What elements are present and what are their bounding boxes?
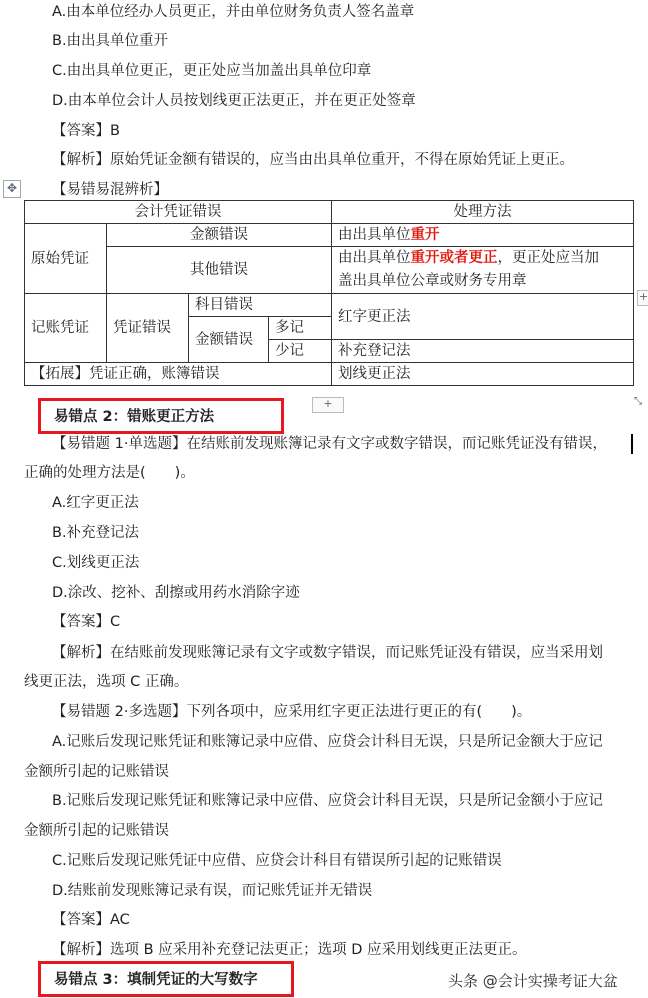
text-caret <box>631 434 633 454</box>
other-post: ，更正处应当加 <box>497 250 599 266</box>
cell-line-method: 划线更正法 <box>332 363 634 386</box>
other-text: 由出具单位 <box>338 250 411 266</box>
cell-subject-error: 科目错误 <box>189 294 332 317</box>
add-column-icon[interactable]: + <box>637 290 648 306</box>
cell-other-error: 其他错误 <box>107 247 332 294</box>
cell-less: 少记 <box>269 340 332 363</box>
q1-analysis-1: 【解析】在结账前发现账簿记录有文字或数字错误，而记账凭证没有错误，应当采用划 <box>52 645 603 661</box>
point2-heading: 易错点 2：错账更正方法 <box>54 409 215 425</box>
table-header-error: 会计凭证错误 <box>25 201 332 224</box>
watermark: 头条 @会计实操考证大盆 <box>448 972 618 990</box>
q1-option-c: C.划线更正法 <box>52 555 140 571</box>
q2-option-d: D.结账前发现账簿记录有误，而记账凭证并无错误 <box>52 883 373 899</box>
cell-extension: 【拓展】凭证正确，账簿错误 <box>25 363 332 386</box>
reissue-text: 由出具单位 <box>338 227 411 243</box>
analysis: 【解析】原始凭证金额有错误的，应当由出具单位重开，不得在原始凭证上更正。 <box>52 152 574 168</box>
q2-option-b-1: B.记账后发现记账凭证和账簿记录中应借、应贷会计科目无误，只是所记金额小于应记 <box>52 793 604 809</box>
table-move-handle-icon[interactable]: ✥ <box>3 180 21 198</box>
confuse-title: 【易错易混辨析】 <box>52 182 168 198</box>
q1-option-a: A.红字更正法 <box>52 495 139 511</box>
cell-more: 多记 <box>269 317 332 340</box>
q2-option-a-2: 金额所引起的记账错误 <box>24 764 169 780</box>
cell-original: 原始凭证 <box>25 224 107 294</box>
q2-analysis: 【解析】选项 B 应采用补充登记法更正；选项 D 应采用划线更正法更正。 <box>52 942 527 958</box>
q1-line1: 【易错题 1·单选题】在结账前发现账簿记录有文字或数字错误，而记账凭证没有错误， <box>52 436 607 452</box>
cell-amount-error-2: 金额错误 <box>189 317 269 363</box>
cell-supp-method: 补充登记法 <box>332 340 634 363</box>
q1-analysis-2: 线更正法，选项 C 正确。 <box>24 674 189 690</box>
other-red: 重开或者更正 <box>410 250 498 266</box>
table-header-method: 处理方法 <box>332 201 634 224</box>
q2-option-c: C.记账后发现记账凭证中应借、应贷会计科目有错误所引起的记账错误 <box>52 853 502 869</box>
q1-line2: 正确的处理方法是( )。 <box>24 465 195 481</box>
reissue-red: 重开 <box>410 227 440 243</box>
option-d: D.由本单位会计人员按划线更正法更正，并在更正处签章 <box>52 93 416 109</box>
cell-red-method: 红字更正法 <box>332 294 634 340</box>
q2-option-b-2: 金额所引起的记账错误 <box>24 823 169 839</box>
q2-answer: 【答案】AC <box>52 912 130 928</box>
cell-amount-error: 金额错误 <box>107 224 332 247</box>
q1-option-b: B.补充登记法 <box>52 525 140 541</box>
cell-record: 记账凭证 <box>25 294 107 363</box>
cell-other-method <box>332 247 634 294</box>
option-a: A.由本单位经办人员更正，并由单位财务负责人签名盖章 <box>52 4 415 20</box>
cell-reissue <box>332 224 634 247</box>
option-c: C.由出具单位更正，更正处应当加盖出具单位印章 <box>52 63 372 79</box>
option-b: B.由出具单位重开 <box>52 33 169 49</box>
q2-option-a-1: A.记账后发现记账凭证和账簿记录中应借、应贷会计科目无误，只是所记金额大于应记 <box>52 734 603 750</box>
other-line2: 盖出具单位公章或财务专用章 <box>338 273 527 289</box>
error-table <box>24 200 634 386</box>
point3-heading: 易错点 3：填制凭证的大写数字 <box>54 972 258 988</box>
q1-answer: 【答案】C <box>52 614 121 630</box>
answer: 【答案】B <box>52 123 120 139</box>
q1-option-d: D.涂改、挖补、刮擦或用药水消除字迹 <box>52 585 300 601</box>
cell-voucher-error: 凭证错误 <box>107 294 189 363</box>
q2-title: 【易错题 2·多选题】下列各项中，应采用红字更正法进行更正的有( )。 <box>52 704 532 720</box>
add-row-icon[interactable]: + <box>312 397 344 413</box>
table-resize-icon[interactable]: ⤡ <box>634 396 642 407</box>
